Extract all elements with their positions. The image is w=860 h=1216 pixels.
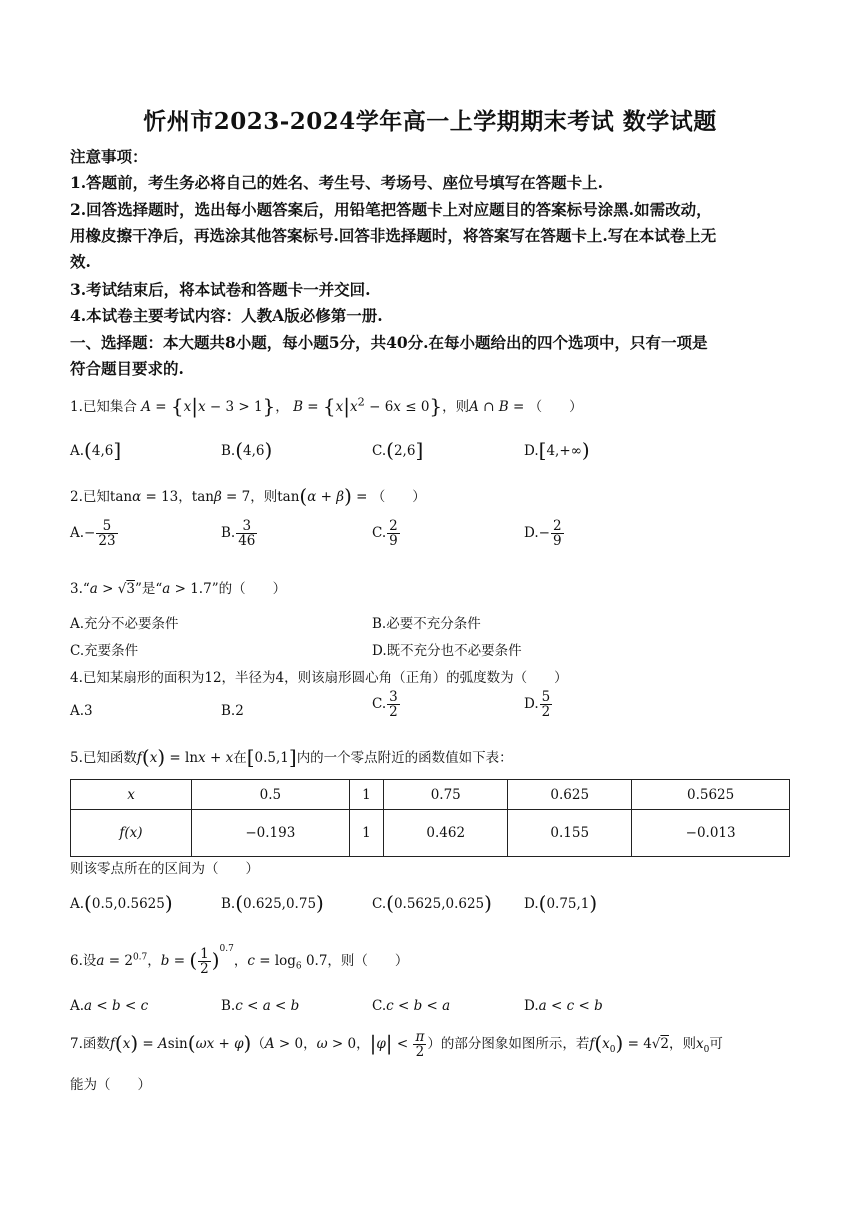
notice-item-1: 1.答题前，考生务必将自己的姓名、考生号、考场号、座位号填写在答题卡上. bbox=[70, 173, 604, 192]
question-3: 3.“a > √3”是“a > 1.7”的（ ） bbox=[70, 581, 287, 597]
q3-option-c[interactable]: C.充要条件 bbox=[70, 643, 139, 659]
table-header-cell: x bbox=[71, 780, 192, 810]
question-5-prompt: 则该零点所在的区间为（ ） bbox=[70, 861, 259, 877]
q2-option-b[interactable]: B. $\frac{3}{46}$ bbox=[221, 518, 256, 550]
table-cell: 0.155 bbox=[508, 810, 632, 857]
exam-title: 忻州市2023-2024学年高一上学期期末考试 数学试题 bbox=[143, 108, 717, 135]
table-header-cell: 0.5 bbox=[192, 780, 350, 810]
q1-option-a[interactable]: A.(4,6] bbox=[70, 438, 122, 462]
q6-option-a[interactable]: A.a < b < c bbox=[70, 998, 149, 1014]
table-header-cell: 0.5625 bbox=[632, 780, 790, 810]
q4-option-b[interactable]: B.2 bbox=[221, 703, 244, 719]
table-header-cell: 1 bbox=[349, 780, 384, 810]
table-cell: −0.193 bbox=[192, 810, 350, 857]
question-1: 1.已知集合 A = {x|x − 3 > 1}， $B = \{x|x^2 - 6x \le 0\}$，则A ∩ B = （ ） bbox=[70, 394, 583, 418]
q3-option-b[interactable]: B.必要不充分条件 bbox=[372, 616, 481, 632]
q1-option-d[interactable]: D.[4,+∞) bbox=[524, 438, 590, 462]
question-2: 2.已知tanα = 13，tanβ = 7，则tan(α + β) = （ ） bbox=[70, 484, 426, 508]
q5-option-d[interactable]: D.(0.75,1) bbox=[524, 891, 598, 915]
question-7-cont: 能为（ ） bbox=[70, 1077, 151, 1093]
q6-option-d[interactable]: D.a < c < b bbox=[524, 998, 603, 1014]
question-7: 7.函数f(x) = Asin(ωx + φ)（A > 0，ω > 0，|φ| < $\frac{\pi}{2}$ ）的部分图象如图所示，若$f(x_0) = 4√2$，则$x_0$可 bbox=[70, 1029, 723, 1061]
table-cell: 1 bbox=[349, 810, 384, 857]
q6-option-c[interactable]: C.c < b < a bbox=[372, 998, 451, 1014]
table-header-cell: 0.625 bbox=[508, 780, 632, 810]
notice-item-2-cont: 用橡皮擦干净后，再选涂其他答案标号.回答非选择题时，将答案写在答题卡上.写在本试卷上无 bbox=[70, 226, 717, 245]
section1-heading-cont: 符合题目要求的. bbox=[70, 359, 184, 378]
notice-heading: 注意事项： bbox=[70, 147, 148, 166]
question-5: 5.已知函数f(x) = lnx + x在[0.5,1]内的一个零点附近的函数值如下表： bbox=[70, 745, 513, 769]
q5-option-a[interactable]: A.(0.5,0.5625) bbox=[70, 891, 173, 915]
notice-item-3: 3.考试结束后，将本试卷和答题卡一并交回. bbox=[70, 280, 371, 299]
q5-option-b[interactable]: B.(0.625,0.75) bbox=[221, 891, 324, 915]
section1-heading: 一、选择题：本大题共8小题，每小题5分，共40分.在每小题给出的四个选项中，只有一项是 bbox=[70, 333, 708, 352]
q5-option-c[interactable]: C.(0.5625,0.625) bbox=[372, 891, 492, 915]
q4-option-a[interactable]: A.3 bbox=[70, 703, 93, 719]
notice-item-4: 4.本试卷主要考试内容：人教A版必修第一册. bbox=[70, 306, 383, 325]
q4-option-c[interactable]: C. $\frac{3}{2}$ bbox=[372, 689, 398, 721]
value-table bbox=[70, 779, 790, 857]
table-header-cell: 0.75 bbox=[384, 780, 508, 810]
q1-option-b[interactable]: B.(4,6) bbox=[221, 438, 273, 462]
q2-option-d[interactable]: D.− $\frac{2}{9}$ bbox=[524, 518, 562, 550]
q2-option-a[interactable]: A.− $\frac{5}{23}$ bbox=[70, 518, 116, 550]
table-cell: f(x) bbox=[71, 810, 192, 857]
q3-option-d[interactable]: D.既不充分也不必要条件 bbox=[372, 643, 522, 659]
notice-item-2-end: 效. bbox=[70, 252, 91, 271]
q4-option-d[interactable]: D. $\frac{5}{2}$ bbox=[524, 689, 551, 721]
table-cell: −0.013 bbox=[632, 810, 790, 857]
q6-option-b[interactable]: B.c < a < b bbox=[221, 998, 300, 1014]
question-4: 4.已知某扇形的面积为12，半径为4，则该扇形圆心角（正角）的弧度数为（ ） bbox=[70, 670, 568, 686]
notice-item-2: 2.回答选择题时，选出每小题答案后，用铅笔把答题卡上对应题目的答案标号涂黑.如需改动， bbox=[70, 200, 712, 219]
q2-option-c[interactable]: C. $\frac{2}{9}$ bbox=[372, 518, 398, 550]
table-cell: 0.462 bbox=[384, 810, 508, 857]
q1-option-c[interactable]: C.(2,6] bbox=[372, 438, 424, 462]
q3-option-a[interactable]: A.充分不必要条件 bbox=[70, 616, 179, 632]
question-6: 6.设$a = 2^{0.7}$，b = ( $\frac{1}{2}$ )$^{0.7}$，$c = \log_6 0.7$，则（ ） bbox=[70, 944, 409, 977]
